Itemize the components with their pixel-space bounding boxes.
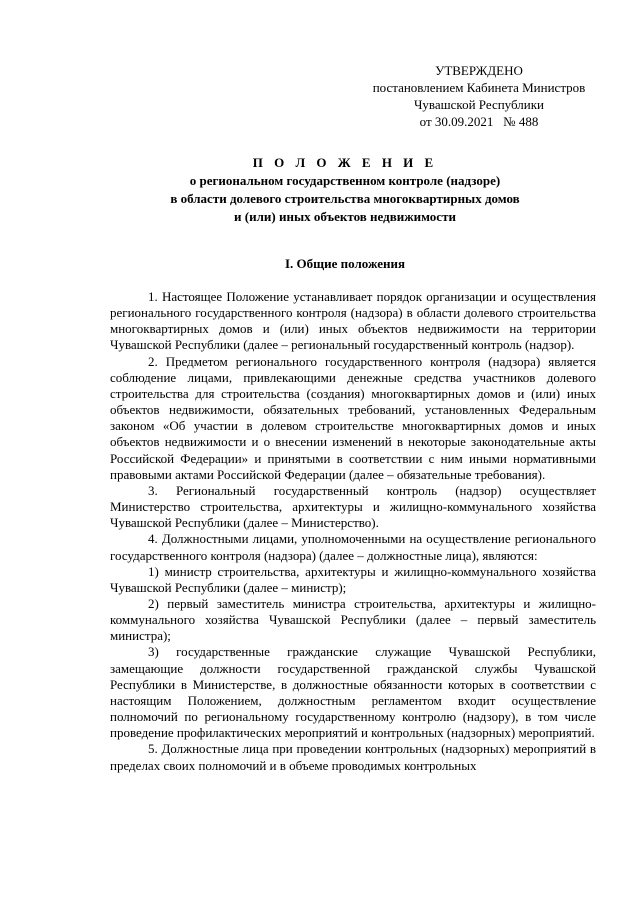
section-heading: I. Общие положения	[285, 256, 405, 271]
approval-republic: Чувашской Республики	[413, 97, 545, 112]
paragraph: 3. Региональный государственный контроль (надзор) осуществляет Министерство строительства, архитектуры и жилищно-коммунального хозяйства Чувашской Республики (далее – Министерство).	[110, 482, 596, 531]
paragraph: 2. Предметом регионального государственного контроля (надзора) является соблюдение лицами, привлекающими денежные средства участников долевого строительства для строительства (создания) многоквартирных домов и (или) иных объектов недвижимости, обязательных требований, установленных Федеральным законом «Об участии в долевом строительстве многоквартирных домов и иных объектов недвижимости и о внесении изменений в некоторые законодательные акты Российской Федерации» и принятыми в соответствии с ним иными нормативными правовыми актами Российской Федерации (далее – обязательные требования).	[110, 353, 596, 482]
document-title	[100, 154, 590, 226]
approval-issuer: постановлением Кабинета Министров	[372, 80, 586, 95]
paragraph: 2) первый заместитель министра строительства, архитектуры и жилищно-коммунального хозяйства Чувашской Республики (далее – первый заместитель министра);	[110, 595, 596, 644]
paragraph: 1) министр строительства, архитектуры и жилищно-коммунального хозяйства Чувашской Республики (далее – министр);	[110, 563, 596, 595]
paragraph: 1. Настоящее Положение устанавливает порядок организации и осуществления регионального государственного контроля (надзора) в области долевого строительства многоквартирных домов и (или) иных объектов недвижимости на территории Чувашской Республики (далее – региональный государственный контроль (надзор).	[110, 289, 596, 353]
approval-date-number: от 30.09.2021 № 488	[419, 114, 539, 129]
approval-label: УТВЕРЖДЕНО	[435, 63, 523, 78]
title-subtitle-line-3: и (или) иных объектов недвижимости	[234, 209, 456, 224]
document-body	[110, 289, 596, 774]
title-subtitle-line-1: о региональном государственном контроле (надзоре)	[189, 173, 501, 188]
approval-stamp	[360, 62, 598, 130]
paragraph: 4. Должностными лицами, уполномоченными на осуществление регионального государственного контроля (надзора) (далее – должностные лица), являются:	[110, 531, 596, 563]
title-subtitle-line-2: в области долевого строительства многоквартирных домов	[170, 191, 520, 206]
title-main: П О Л О Ж Е Н И Е	[252, 155, 438, 170]
paragraph: 5. Должностные лица при проведении контрольных (надзорных) мероприятий в пределах своих полномочий и в объеме проводимых контрольных	[110, 741, 596, 773]
paragraph: 3) государственные гражданские служащие Чувашской Республики, замещающие должности государственной гражданской службы Чувашской Республики в Министерстве, в должностные обязанности которых в соответствии с настоящим Положением, должностным регламентом входит осуществление полномочий по региональному государственному контролю (надзору), в том числе проведение профилактических мероприятий и контрольных (надзорных) мероприятий.	[110, 644, 596, 741]
